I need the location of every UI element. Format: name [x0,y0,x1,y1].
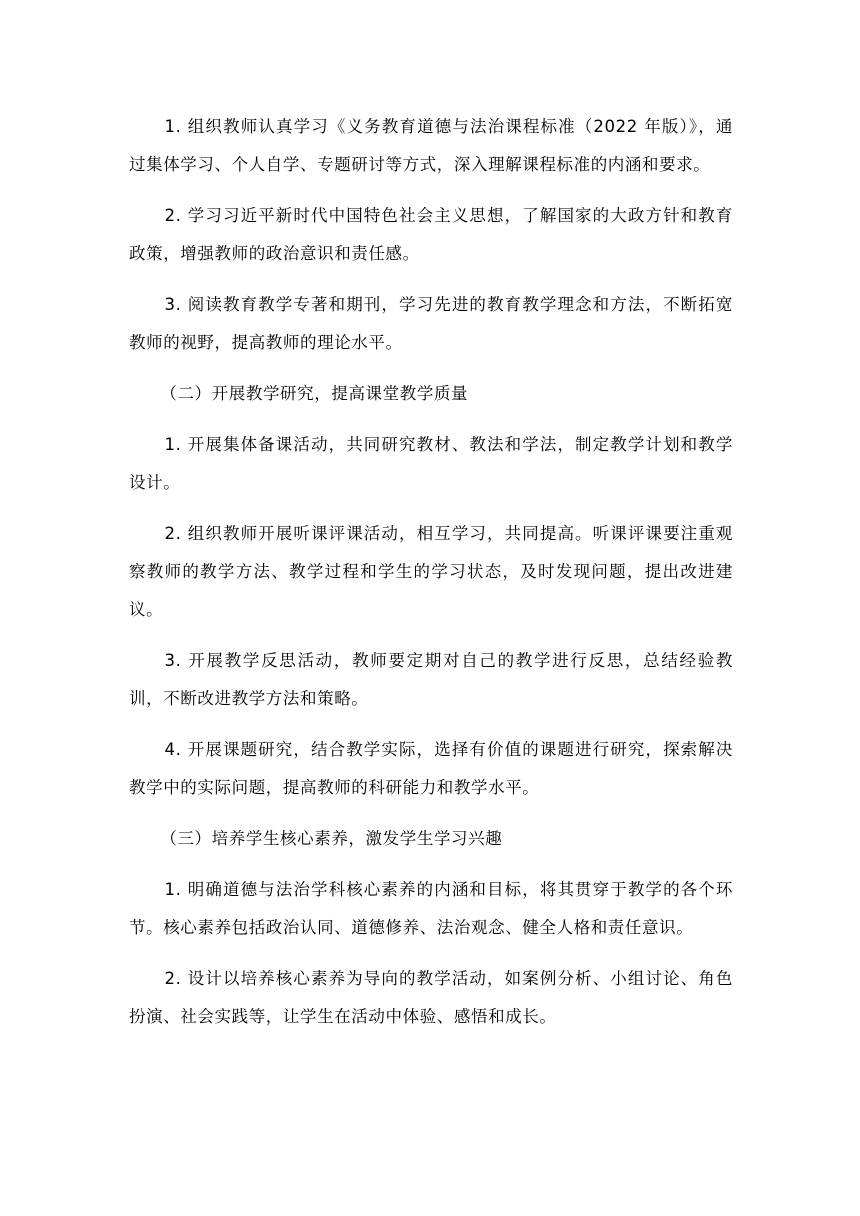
section-heading: （二）开展教学研究，提高课堂教学质量 [160,384,469,403]
document-body [129,108,733,1049]
paragraph-item: 4. 开展课题研究，结合教学实际，选择有价值的课题进行研究，探索解决教学中的实际问题，提高教师的科研能力和教学水平。 [129,740,733,797]
paragraph-item: 3. 阅读教育教学专著和期刊，学习先进的教育教学理念和方法，不断拓宽教师的视野，提高教师的理论水平。 [129,295,733,352]
paragraph-item: 2. 学习习近平新时代中国特色社会主义思想，了解国家的大政方针和教育政策，增强教师的政治意识和责任感。 [129,206,733,263]
paragraph-item: 1. 明确道德与法治学科核心素养的内涵和目标，将其贯穿于教学的各个环节。核心素养包括政治认同、道德修养、法治观念、健全人格和责任意识。 [129,880,733,937]
paragraph-item: 2. 设计以培养核心素养为导向的教学活动，如案例分析、小组讨论、角色扮演、社会实践等，让学生在活动中体验、感悟和成长。 [129,969,733,1026]
paragraph-item: 3. 开展教学反思活动，教师要定期对自己的教学进行反思，总结经验教训，不断改进教学方法和策略。 [129,651,733,708]
paragraph-item: 1. 组织教师认真学习《义务教育道德与法治课程标准（2022 年版）》，通过集体学习、个人自学、专题研讨等方式，深入理解课程标准的内涵和要求。 [129,117,733,174]
section-heading: （三）培养学生核心素养，激发学生学习兴趣 [160,829,503,848]
paragraph-item: 2. 组织教师开展听课评课活动，相互学习，共同提高。听课评课要注重观察教师的教学方法、教学过程和学生的学习状态，及时发现问题，提出改进建议。 [129,524,733,619]
paragraph-item: 1. 开展集体备课活动，共同研究教材、教法和学法，制定教学计划和教学设计。 [129,435,733,492]
